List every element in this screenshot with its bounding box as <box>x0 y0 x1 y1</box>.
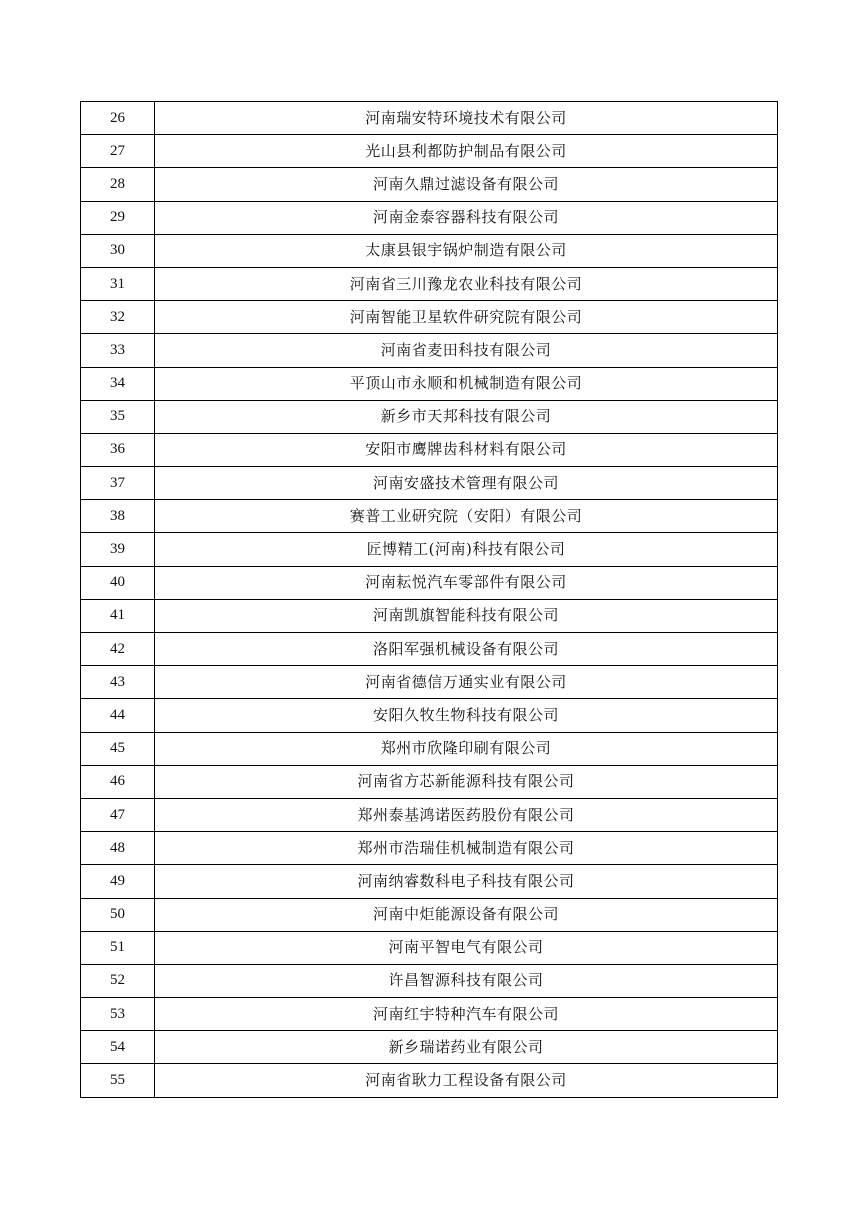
table-row <box>81 301 778 334</box>
table-row <box>81 964 778 997</box>
table-row <box>81 931 778 964</box>
table-row <box>81 400 778 433</box>
table-row <box>81 832 778 865</box>
row-number-cell: 44 <box>81 699 155 732</box>
row-number-cell: 36 <box>81 433 155 466</box>
row-number-cell: 52 <box>81 964 155 997</box>
table-row <box>81 765 778 798</box>
row-number-cell: 33 <box>81 334 155 367</box>
table-row <box>81 865 778 898</box>
company-name-cell: 郑州市浩瑞佳机械制造有限公司 <box>155 832 778 865</box>
row-number-cell: 28 <box>81 168 155 201</box>
row-number-cell: 50 <box>81 898 155 931</box>
table-row <box>81 1031 778 1064</box>
table-row <box>81 699 778 732</box>
company-name-cell: 新乡瑞诺药业有限公司 <box>155 1031 778 1064</box>
company-name-cell: 新乡市天邦科技有限公司 <box>155 400 778 433</box>
row-number-cell: 34 <box>81 367 155 400</box>
row-number-cell: 31 <box>81 267 155 300</box>
company-name-cell: 河南红宇特种汽车有限公司 <box>155 998 778 1031</box>
table-row <box>81 467 778 500</box>
company-name-cell: 安阳久牧生物科技有限公司 <box>155 699 778 732</box>
row-number-cell: 29 <box>81 201 155 234</box>
row-number-cell: 41 <box>81 599 155 632</box>
row-number-cell: 53 <box>81 998 155 1031</box>
table-row <box>81 234 778 267</box>
company-name-cell: 河南安盛技术管理有限公司 <box>155 467 778 500</box>
company-name-cell: 河南平智电气有限公司 <box>155 931 778 964</box>
company-name-cell: 河南省德信万通实业有限公司 <box>155 666 778 699</box>
table-row <box>81 102 778 135</box>
row-number-cell: 30 <box>81 234 155 267</box>
company-name-cell: 赛普工业研究院（安阳）有限公司 <box>155 500 778 533</box>
row-number-cell: 54 <box>81 1031 155 1064</box>
table-row <box>81 135 778 168</box>
company-name-cell: 河南纳睿数科电子科技有限公司 <box>155 865 778 898</box>
row-number-cell: 26 <box>81 102 155 135</box>
table-row <box>81 201 778 234</box>
company-name-cell: 河南省麦田科技有限公司 <box>155 334 778 367</box>
table-row <box>81 367 778 400</box>
row-number-cell: 45 <box>81 732 155 765</box>
row-number-cell: 35 <box>81 400 155 433</box>
row-number-cell: 39 <box>81 533 155 566</box>
table-row <box>81 500 778 533</box>
row-number-cell: 38 <box>81 500 155 533</box>
row-number-cell: 40 <box>81 566 155 599</box>
table-row <box>81 267 778 300</box>
row-number-cell: 42 <box>81 633 155 666</box>
table-row <box>81 666 778 699</box>
table-row <box>81 566 778 599</box>
company-name-cell: 河南凯旗智能科技有限公司 <box>155 599 778 632</box>
company-list-body <box>81 102 778 1098</box>
company-name-cell: 太康县银宇锅炉制造有限公司 <box>155 234 778 267</box>
row-number-cell: 49 <box>81 865 155 898</box>
row-number-cell: 55 <box>81 1064 155 1097</box>
company-name-cell: 河南久鼎过滤设备有限公司 <box>155 168 778 201</box>
table-row <box>81 798 778 831</box>
row-number-cell: 46 <box>81 765 155 798</box>
company-name-cell: 河南省耿力工程设备有限公司 <box>155 1064 778 1097</box>
company-name-cell: 河南瑞安特环境技术有限公司 <box>155 102 778 135</box>
company-name-cell: 洛阳军强机械设备有限公司 <box>155 633 778 666</box>
company-name-cell: 河南耘悦汽车零部件有限公司 <box>155 566 778 599</box>
row-number-cell: 47 <box>81 798 155 831</box>
table-row <box>81 433 778 466</box>
company-name-cell: 光山县利都防护制品有限公司 <box>155 135 778 168</box>
company-name-cell: 平顶山市永顺和机械制造有限公司 <box>155 367 778 400</box>
table-row <box>81 898 778 931</box>
table-row <box>81 599 778 632</box>
company-name-cell: 郑州泰基鸿诺医药股份有限公司 <box>155 798 778 831</box>
company-name-cell: 郑州市欣隆印刷有限公司 <box>155 732 778 765</box>
row-number-cell: 27 <box>81 135 155 168</box>
company-name-cell: 匠博精工(河南)科技有限公司 <box>155 533 778 566</box>
row-number-cell: 48 <box>81 832 155 865</box>
table-row <box>81 732 778 765</box>
row-number-cell: 51 <box>81 931 155 964</box>
row-number-cell: 32 <box>81 301 155 334</box>
company-name-cell: 河南金泰容器科技有限公司 <box>155 201 778 234</box>
table-row <box>81 998 778 1031</box>
table-row <box>81 334 778 367</box>
row-number-cell: 43 <box>81 666 155 699</box>
table-row <box>81 1064 778 1097</box>
table-row <box>81 168 778 201</box>
company-name-cell: 安阳市鹰牌齿科材料有限公司 <box>155 433 778 466</box>
row-number-cell: 37 <box>81 467 155 500</box>
company-name-cell: 许昌智源科技有限公司 <box>155 964 778 997</box>
table-row <box>81 633 778 666</box>
company-name-cell: 河南智能卫星软件研究院有限公司 <box>155 301 778 334</box>
table-row <box>81 533 778 566</box>
company-name-cell: 河南省方芯新能源科技有限公司 <box>155 765 778 798</box>
company-name-cell: 河南省三川豫龙农业科技有限公司 <box>155 267 778 300</box>
company-name-cell: 河南中炬能源设备有限公司 <box>155 898 778 931</box>
company-list-table <box>80 101 778 1098</box>
